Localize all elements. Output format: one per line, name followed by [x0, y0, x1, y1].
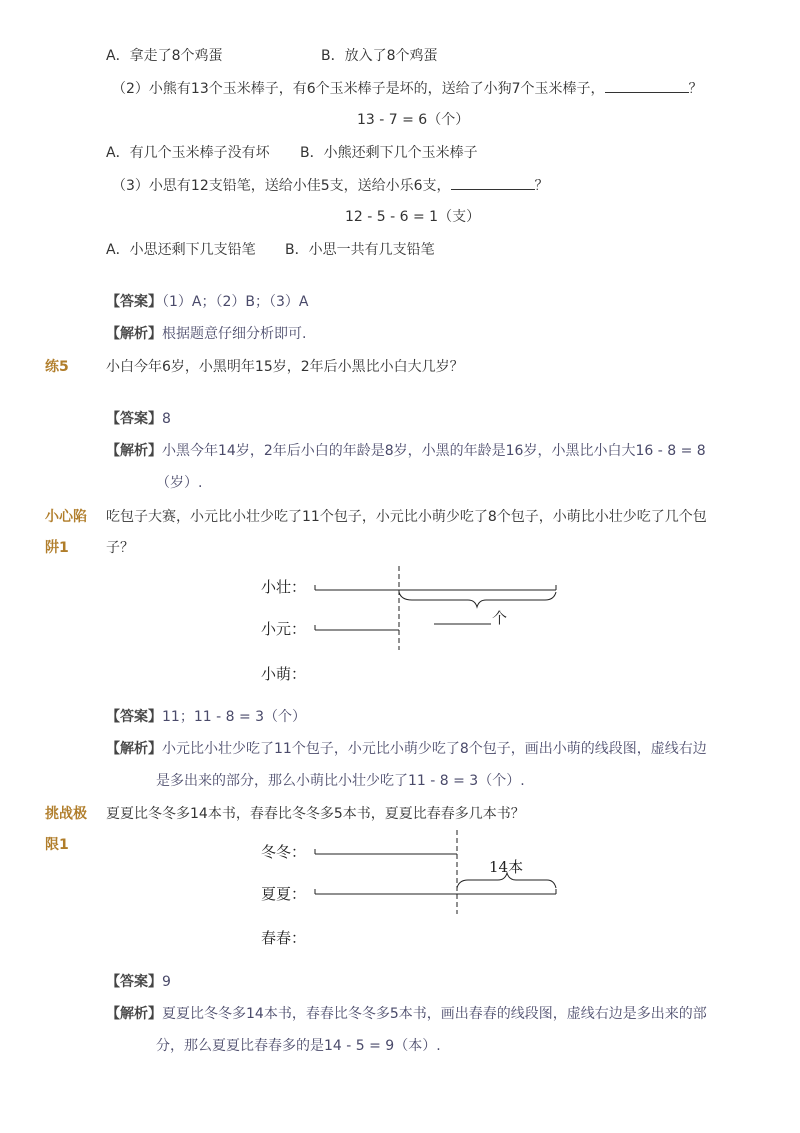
trap1-label-line1: 小心陷: [45, 509, 87, 525]
q3-option-b: B．小思一共有几支铅笔: [285, 242, 435, 258]
q2-option-a: A．有几个玉米棒子没有坏: [106, 145, 270, 161]
analysis-tag: 【解析】: [106, 326, 162, 342]
trap1-row-label-zhuang: 小壮：: [261, 578, 307, 596]
answer-tag: 【答案】: [106, 411, 162, 427]
answer-tag: 【答案】: [106, 294, 162, 310]
analysis-tag: 【解析】: [106, 1006, 162, 1022]
trap1-analysis-cont: 是多出来的部分，那么小萌比小壮少吃了11 - 8 = 3（个）.: [156, 773, 525, 789]
difference-brace: [457, 873, 556, 888]
q3-question: （3）小思有12支铅笔，送给小佳5支，送给小乐6支，: [112, 178, 451, 194]
challenge1-label-line1: 挑战极: [45, 806, 87, 822]
q2-option-b: B．小熊还剩下几个玉米棒子: [300, 145, 478, 161]
trap1-label-line2: 阱1: [45, 540, 69, 556]
trap1-row-label-yuan: 小元：: [261, 620, 307, 638]
challenge1-brace-label: 14本: [489, 858, 524, 876]
challenge1-answer: [106, 972, 171, 992]
challenge1-analysis: [106, 1004, 707, 1024]
challenge1-question: 夏夏比冬冬多14本书，春春比冬冬多5本书，夏夏比春春多几本书？: [106, 806, 525, 822]
challenge1-row-label-xiaxia: 夏夏：: [261, 885, 307, 903]
challenge1-row-label-dongdong: 冬冬：: [261, 843, 307, 861]
analysis-text: 小元比小壮少吃了11个包子，小元比小萌少吃了8个包子，画出小萌的线段图，虚线右边: [162, 741, 707, 757]
lian5-analysis-cont: （岁）.: [156, 475, 203, 491]
q3-question-end: ？: [534, 178, 549, 194]
answer-text: 9: [162, 974, 171, 990]
q1-option-a: A．拿走了8个鸡蛋: [106, 48, 223, 64]
q3-equation: 12 - 5 - 6 = 1（支）: [345, 209, 481, 225]
answer-text: 8: [162, 411, 171, 427]
challenge1-analysis-cont: 分，那么夏夏比春春多的是14 - 5 = 9（本）.: [156, 1038, 441, 1054]
lian5-label: 练5: [45, 359, 69, 375]
q2-question: （2）小熊有13个玉米棒子，有6个玉米棒子是坏的，送给了小狗7个玉米棒子，: [112, 81, 605, 97]
answer-text: 11；11 - 8 = 3（个）: [162, 709, 307, 725]
answer-tag: 【答案】: [106, 974, 162, 990]
q3-option-a: A．小思还剩下几支铅笔: [106, 242, 256, 258]
trap1-question-line2: 子？: [106, 540, 134, 556]
analysis-tag: 【解析】: [106, 741, 162, 757]
trap1-unit-label: 个: [492, 609, 508, 627]
q2-question-end: ？: [688, 81, 703, 97]
q1-option-b: B．放入了8个鸡蛋: [321, 48, 438, 64]
analysis-text: 小黑今年14岁，2年后小白的年龄是8岁，小黑的年龄是16岁，小黑比小白大16 - 8 = 8: [162, 443, 706, 459]
trap1-question-line1: 吃包子大赛，小元比小壮少吃了11个包子，小元比小萌少吃了8个包子，小萌比小壮少吃了几个包: [106, 509, 707, 525]
challenge1-label-line2: 限1: [45, 837, 69, 853]
analysis-text: 根据题意仔细分析即可.: [162, 326, 307, 342]
analysis-text: 夏夏比冬冬多14本书，春春比冬冬多5本书，画出春春的线段图，虚线右边是多出来的部: [162, 1006, 707, 1022]
trap1-row-label-meng: 小萌：: [261, 665, 307, 683]
challenge1-row-label-chunchun: 春春：: [261, 929, 307, 947]
q2-equation: 13 - 7 = 6（个）: [357, 112, 470, 128]
lian5-question: 小白今年6岁，小黑明年15岁，2年后小黑比小白大几岁？: [106, 359, 464, 375]
answer-tag: 【答案】: [106, 709, 162, 725]
answer-text: （1）A；（2）B；（3）A: [162, 294, 309, 310]
analysis-tag: 【解析】: [106, 443, 162, 459]
